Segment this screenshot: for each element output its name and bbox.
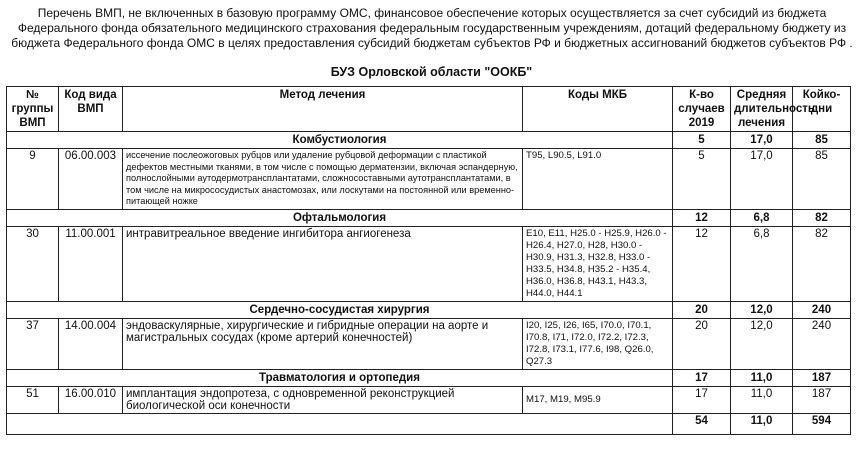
vmp-table: [6, 86, 851, 435]
section-cases: 12: [673, 209, 731, 226]
row-beddays: 187: [793, 386, 851, 413]
total-spacer: [7, 413, 673, 434]
header-beddays: Койко-дни: [793, 87, 851, 132]
row-group: 9: [7, 149, 59, 210]
section-name: Травматология и ортопедия: [7, 369, 673, 386]
header-cases: К-во случаев 2019: [673, 87, 731, 132]
row-avg: 6,8: [731, 226, 793, 301]
section-cases: 20: [673, 301, 731, 318]
section-beddays: 82: [793, 209, 851, 226]
row-beddays: 85: [793, 149, 851, 210]
row-method: эндоваскулярные, хирургические и гибридные операции на аорте и магистральных сосудах (кроме артерий конечностей): [123, 318, 523, 369]
section-avg: 6,8: [731, 209, 793, 226]
row-beddays: 82: [793, 226, 851, 301]
row-mkb: E10, E11, H25.0 - H25.9, H26.0 - H26.4, H27.0, H28, H30.0 - H30.9, H31.3, H32.8, H33.0 - H33.5, H34.8, H35.2 - H35.4, H36.0, H36.8, H43.1, H43.3, H44.0, H44.1: [523, 226, 673, 301]
row-group: 30: [7, 226, 59, 301]
row-code: 14.00.004: [59, 318, 123, 369]
row-mkb: I20, I25, I26, I65, I70.0, I70.1, I70.8, I71, I72.0, I72.2, I72.3, I72.8, I73.1, I77.6, I98, Q26.0, Q27.3: [523, 318, 673, 369]
section-beddays: 85: [793, 132, 851, 149]
section-beddays: 240: [793, 301, 851, 318]
total-beddays: 594: [793, 413, 851, 434]
row-avg: 12,0: [731, 318, 793, 369]
section-avg: 11,0: [731, 369, 793, 386]
row-code: 11.00.001: [59, 226, 123, 301]
row-method: иссечение послеожоговых рубцов или удаление рубцовой деформации с пластикой дефектов местными тканями, в том числе с помощью дерматензии, включая эспандерную, полнослойными аутодермотрансплантатами, сложносоставными аутотрансплантатами, в том числе на микрососудистых анастомозах, или лоскутами на постоянной или временно-питающей ножке: [123, 149, 523, 210]
table-row: [7, 226, 851, 301]
section-row: [7, 132, 851, 149]
row-method: интравитреальное введение ингибитора ангиогенеза: [123, 226, 523, 301]
row-mkb: M17, M19, M95.9: [523, 386, 673, 413]
row-code: 06.00.003: [59, 149, 123, 210]
row-avg: 17,0: [731, 149, 793, 210]
table-row: [7, 386, 851, 413]
row-cases: 17: [673, 386, 731, 413]
section-row: [7, 369, 851, 386]
section-cases: 5: [673, 132, 731, 149]
section-name: Офтальмология: [7, 209, 673, 226]
section-avg: 17,0: [731, 132, 793, 149]
total-row: [7, 413, 851, 434]
total-cases: 54: [673, 413, 731, 434]
section-cases: 17: [673, 369, 731, 386]
header-avg: Средняя длительность лечения: [731, 87, 793, 132]
header-row: [7, 87, 851, 132]
row-group: 37: [7, 318, 59, 369]
row-avg: 11,0: [731, 386, 793, 413]
row-cases: 12: [673, 226, 731, 301]
table-row: [7, 318, 851, 369]
section-row: [7, 301, 851, 318]
organization-title: БУЗ Орловской области "ООКБ": [330, 65, 533, 79]
row-code: 16.00.010: [59, 386, 123, 413]
row-cases: 20: [673, 318, 731, 369]
section-name: Комбустиология: [7, 132, 673, 149]
row-cases: 5: [673, 149, 731, 210]
row-group: 51: [7, 386, 59, 413]
intro-text: Перечень ВМП, не включенных в базовую программу ОМС, финансовое обеспечение которых осуществляется за счет субсидий из бюджета Федерального фонда обязательного медицинского страхования федеральным государственным учреждениям, дотаций федеральному бюджету из бюджета Федерального фонда ОМС в целях предоставления субсидий бюджетам субъектов РФ и бюджетных ассигнований бюджетов субъектов РФ .: [11, 6, 853, 50]
header-group: № группы ВМП: [7, 87, 59, 132]
table-row: [7, 149, 851, 210]
row-mkb: T95, L90.5, L91.0: [523, 149, 673, 210]
section-name: Сердечно-сосудистая хирургия: [7, 301, 673, 318]
section-row: [7, 209, 851, 226]
total-avg: 11,0: [731, 413, 793, 434]
section-avg: 12,0: [731, 301, 793, 318]
header-method: Метод лечения: [123, 87, 523, 132]
section-beddays: 187: [793, 369, 851, 386]
row-beddays: 240: [793, 318, 851, 369]
header-mkb: Коды МКБ: [523, 87, 673, 132]
header-code: Код вида ВМП: [59, 87, 123, 132]
row-method: имплантация эндопротеза, с одновременной реконструкцией биологической оси конечности: [123, 386, 523, 413]
